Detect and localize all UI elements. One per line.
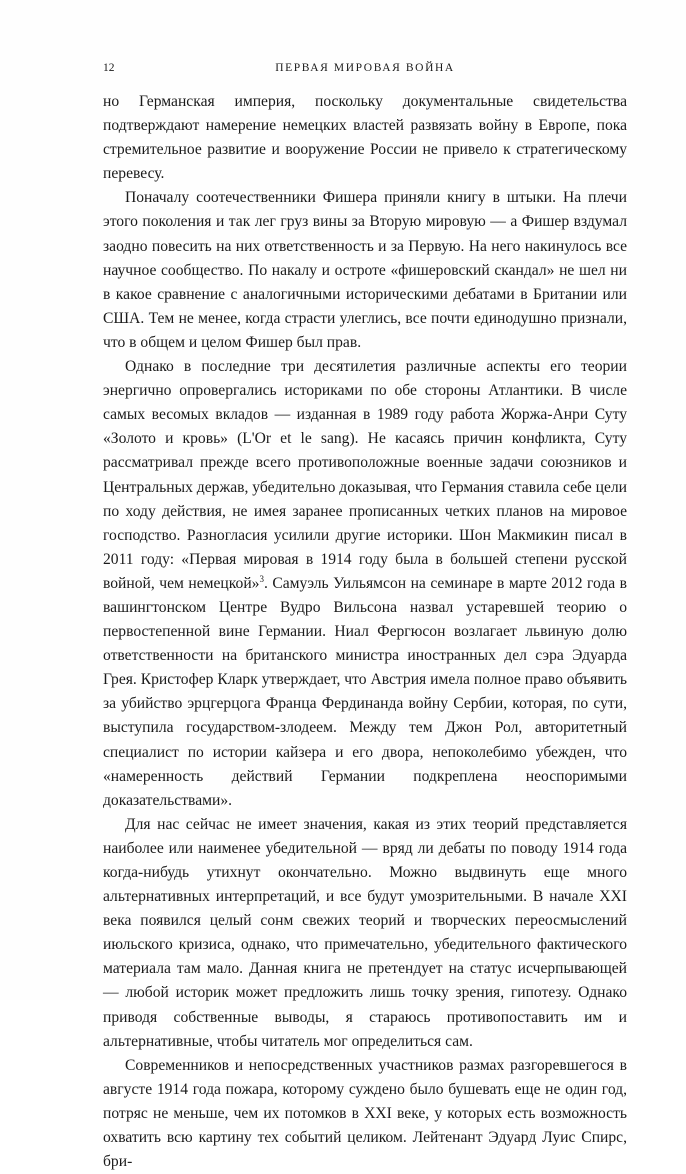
paragraph-text-before-note: Однако в последние три десятилетия различные аспекты его теории энергично опровергались историками по обе стороны Атлантики. В числе самых весомых вкладов — изданная в 1989 году работа Жоржа-Анри Суту «Золото и кровь» (L'Or et le sang). Не касаясь причин конфликта, Суту рассматривал прежде всего противоположные военные задачи союзников и Центральных держав, убедительно доказывая, что Германия ставила себе цели по ходу действия, не имея заранее прописанных четких планов на мировое господство. Разногласия усилили другие историки. Шон Макмикин писал в 2011 году: «Первая мировая в 1914 году была в большей степени русской войной, чем немецкой» [103, 358, 627, 592]
paragraph: Поначалу соотечественники Фишера приняли книгу в штыки. На плечи этого поколения и так лег груз вины за Вторую мировую — а Фишер вздумал заодно повесить на них ответственность и за Первую. На него накинулось все научное сообщество. По накалу и остроте «фишеровский скандал» не шел ни в какое сравнение с аналогичными историческими дебатами в Британии или США. Тем не менее, когда страсти улеглись, все почти единодушно признали, что в общем и целом Фишер был прав. [103, 189, 627, 351]
footnote-reference[interactable]: 3 [259, 573, 264, 584]
page-number: 12 [103, 62, 115, 74]
chapter-title: ПЕРВАЯ МИРОВАЯ ВОЙНА [275, 62, 455, 74]
paragraph: Современников и непосредственных участников размах разгоревшегося в августе 1914 года пожара, которому суждено было бушевать еще не один год, потряс не меньше, чем их потомков в XXI веке, у которых есть возможность охватить всю картину тех событий целиком. Лейтенант Эдуард Луис Спирс, бри- [103, 1056, 627, 1171]
paragraph: Для нас сейчас не имеет значения, какая из этих теорий представляется наиболее или наименее убедительной — вряд ли дебаты по поводу 1914 года когда-нибудь утихнут окончательно. Можно выдвинуть еще много альтернативных интерпретаций, и все будут умозрительными. В начале XXI века появился целый сонм свежих теорий и творческих переосмыслений июльского кризиса, однако, что примечательно, убедительного фактического материала там мало. Данная книга не претендует на статус исчерпывающей — любой историк может предложить лишь точку зрения, гипотезу. Однако приводя собственные выводы, я стараюсь противопоставить им и альтернативные, чтобы читатель мог определиться сам. [103, 815, 627, 1050]
paragraph-with-footnote [103, 355, 627, 813]
body-text [103, 90, 627, 1174]
running-header [103, 62, 627, 76]
paragraph-continued: но Германская империя, поскольку документальные свидетельства подтверждают намерение немецких властей развязать войну в Европе, пока стремительное развитие и вооружение России не привело к стратегическому перевесу. [103, 93, 627, 183]
paragraph-text-after-note: . Самуэль Уильямсон на семинаре в марте 2012 года в вашингтонском Центре Вудро Вильсона назвал устаревшей теорию о первостепенной вине Германии. Ниал Фергюсон возлагает львиную долю ответственности на британского министра иностранных дел сэра Эдуарда Грея. Кристофер Кларк утверждает, что Австрия имела полное право объявить за убийство эрцгерцога Франца Фердинанда войну Сербии, которая, по сути, выступила государством-злодеем. Между тем Джон Рол, авторитетный специалист по истории кайзера и его двора, непоколебимо убежден, что «намеренность действий Германии подкреплена неоспоримыми доказательствами». [103, 574, 628, 809]
